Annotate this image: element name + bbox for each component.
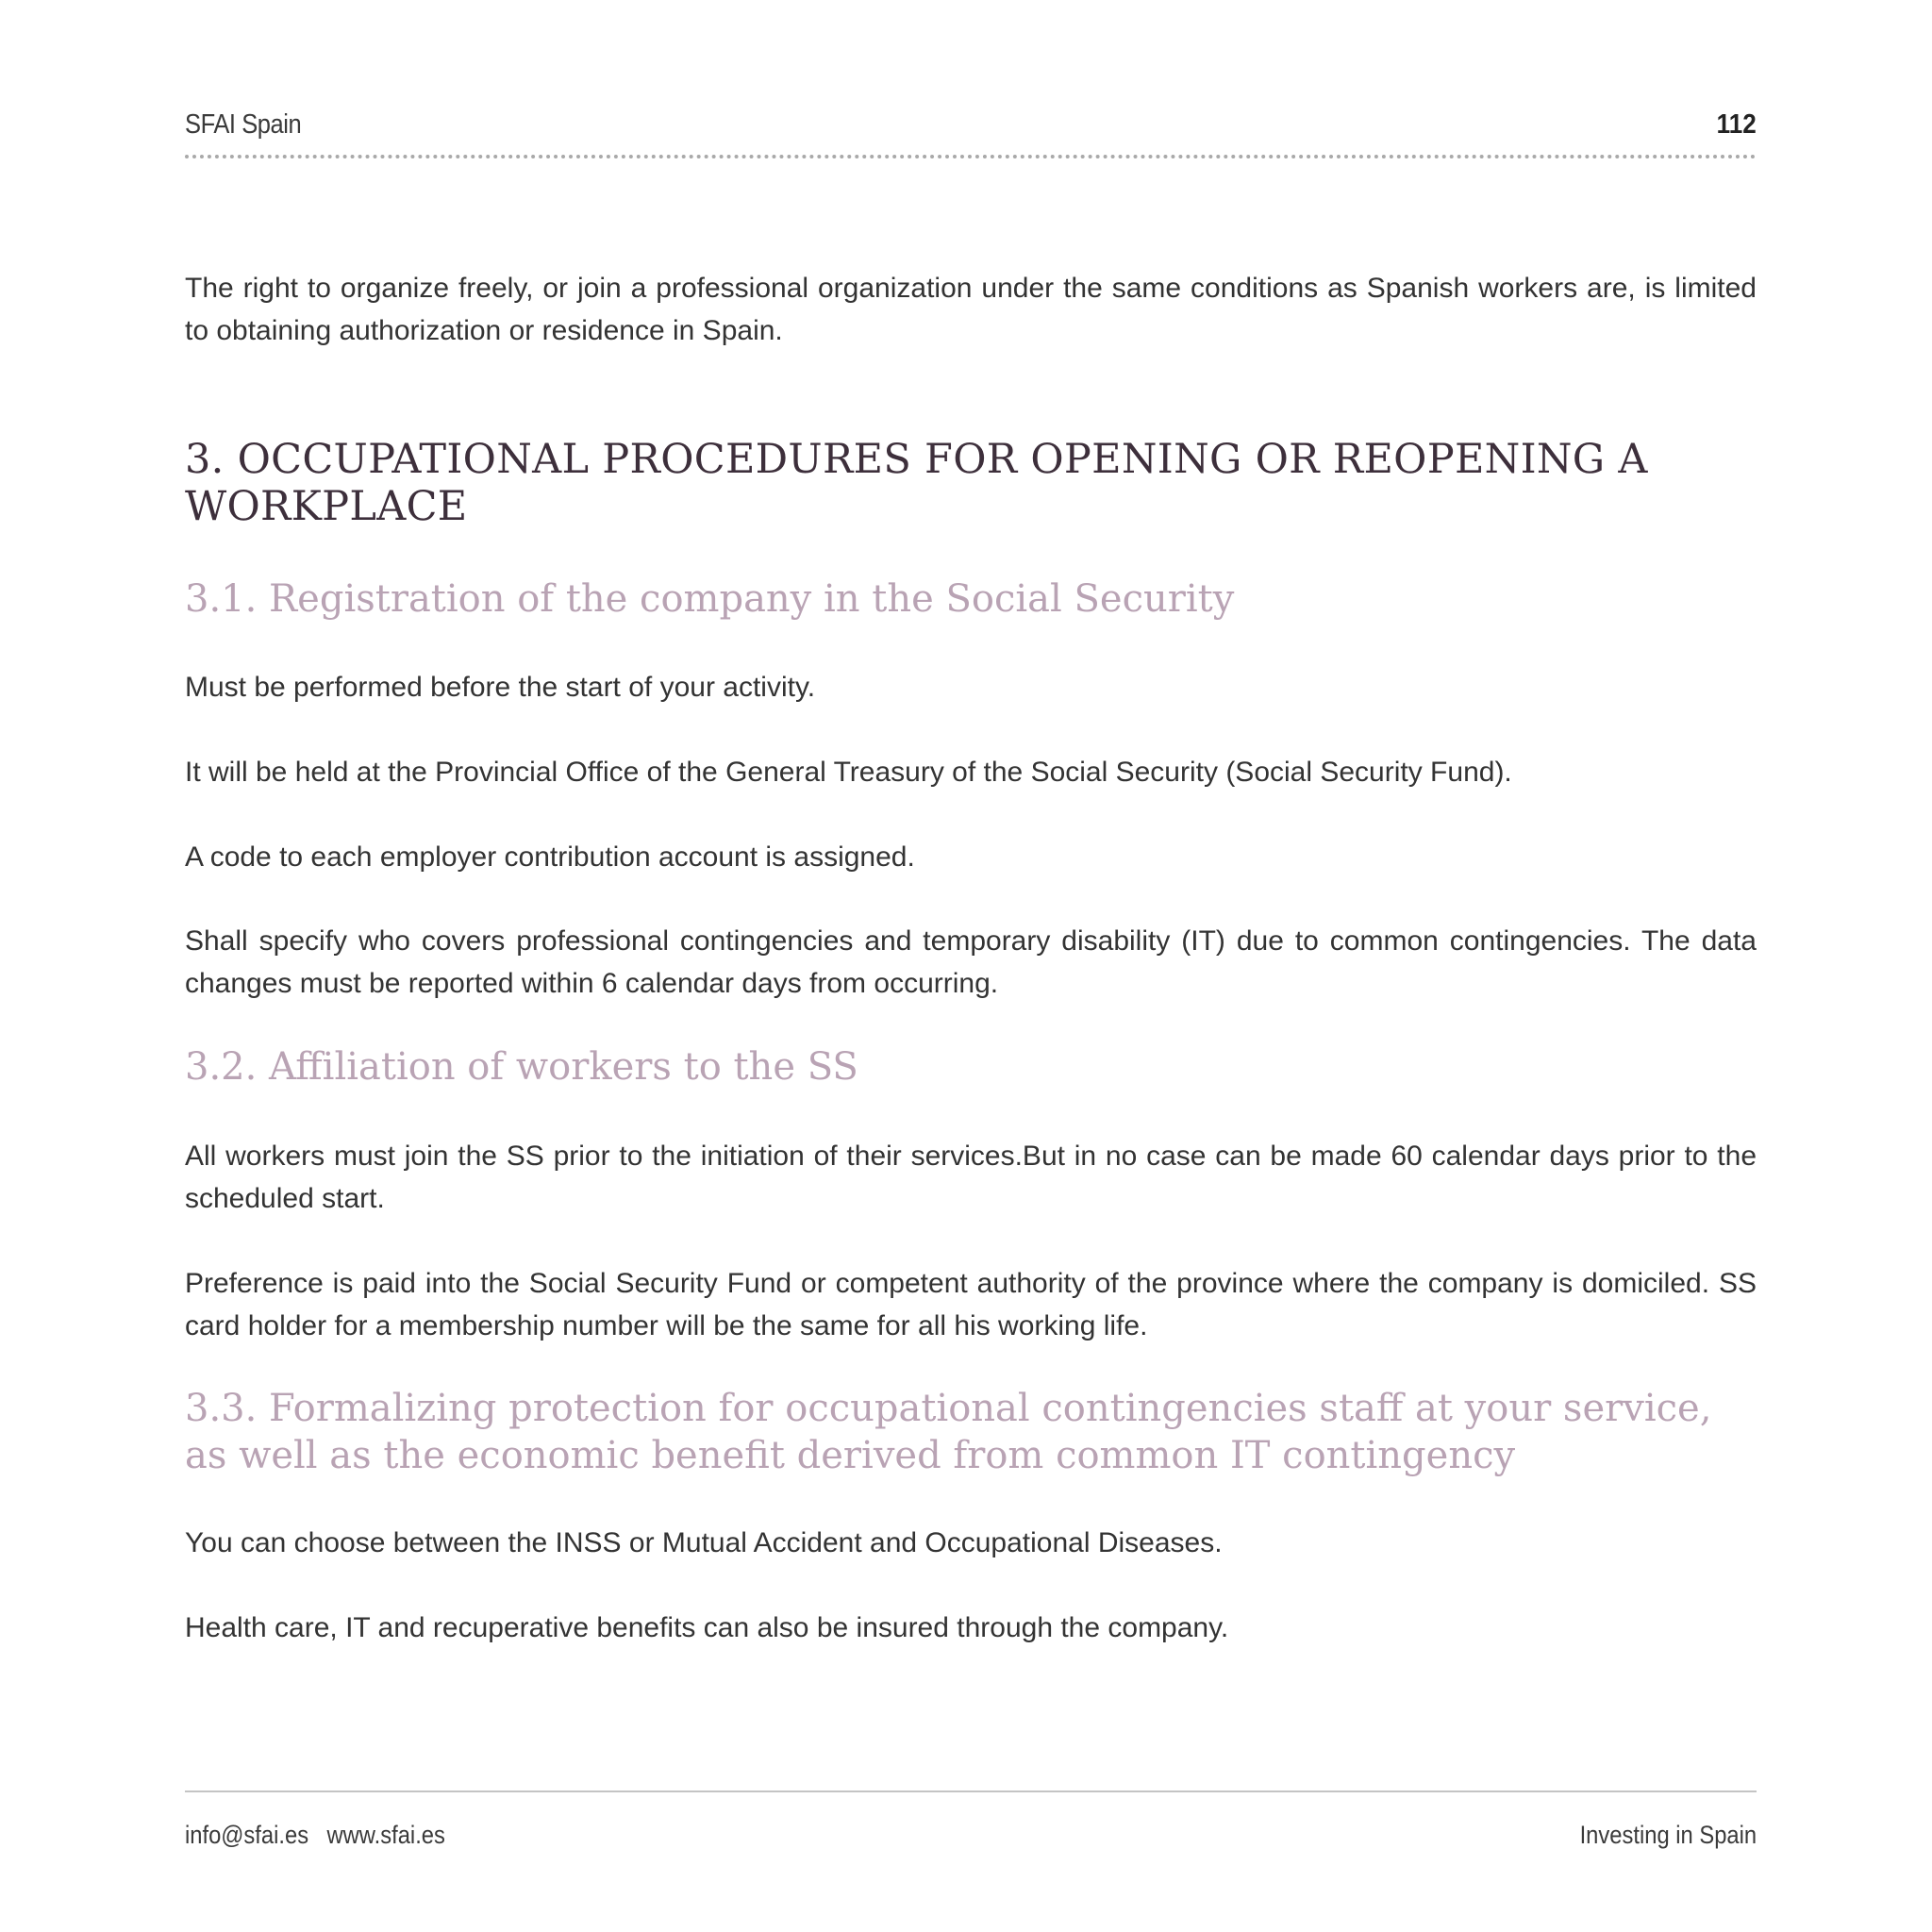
page-header	[185, 106, 1757, 162]
subsection-title-3-3: 3.3. Formalizing protection for occupational contingencies staff at your service, as well as the economic benefit derived from common IT contingency	[185, 1387, 1712, 1477]
paragraph-3-1-1: Must be performed before the start of your activity.	[185, 672, 816, 703]
paragraph-3-1-2: It will be held at the Provincial Office of the General Treasury of the Social Security (Social Security Fund).	[185, 757, 1512, 788]
paragraph-3-3-2: Health care, IT and recuperative benefits can also be insured through the company.	[185, 1612, 1229, 1643]
footer-email-link[interactable]: info@sfai.es	[185, 1821, 309, 1849]
section-title: 3. OCCUPATIONAL PROCEDURES FOR OPENING OR REOPENING A WORKPLACE	[185, 436, 1648, 530]
paragraph-3-2-1: All workers must join the SS prior to the initiation of their services.But in no case can be made 60 calendar days prior to the scheduled start.	[185, 1141, 1757, 1214]
footer-divider	[185, 1790, 1757, 1792]
paragraph-3-1-3: A code to each employer contribution account is assigned.	[185, 841, 915, 873]
intro-paragraph: The right to organize freely, or join a professional organization under the same conditions as Spanish workers are, is limited to obtaining authorization or residence in Spain.	[185, 273, 1757, 346]
paragraph-3-3-1: You can choose between the INSS or Mutual Accident and Occupational Diseases.	[185, 1527, 1223, 1558]
footer-website-link[interactable]: www.sfai.es	[326, 1821, 445, 1849]
brand-name: SFAI Spain	[185, 109, 302, 140]
paragraph-3-1-4: Shall specify who covers professional contingencies and temporary disability (IT) due to common contingencies. The data changes must be reported within 6 calendar days from occurring.	[185, 925, 1757, 999]
page-number: 112	[1716, 109, 1757, 140]
footer-publication-title: Investing in Spain	[1579, 1821, 1757, 1849]
header-divider	[185, 155, 1757, 158]
paragraph-3-2-2: Preference is paid into the Social Security Fund or competent authority of the province where the company is domiciled. SS card holder for a membership number will be the same for all his working life.	[185, 1268, 1757, 1341]
subsection-title-3-1: 3.1. Registration of the company in the Social Security	[185, 577, 1235, 621]
subsection-title-3-2: 3.2. Affiliation of workers to the SS	[185, 1045, 858, 1089]
footer-contact	[185, 1821, 445, 1850]
